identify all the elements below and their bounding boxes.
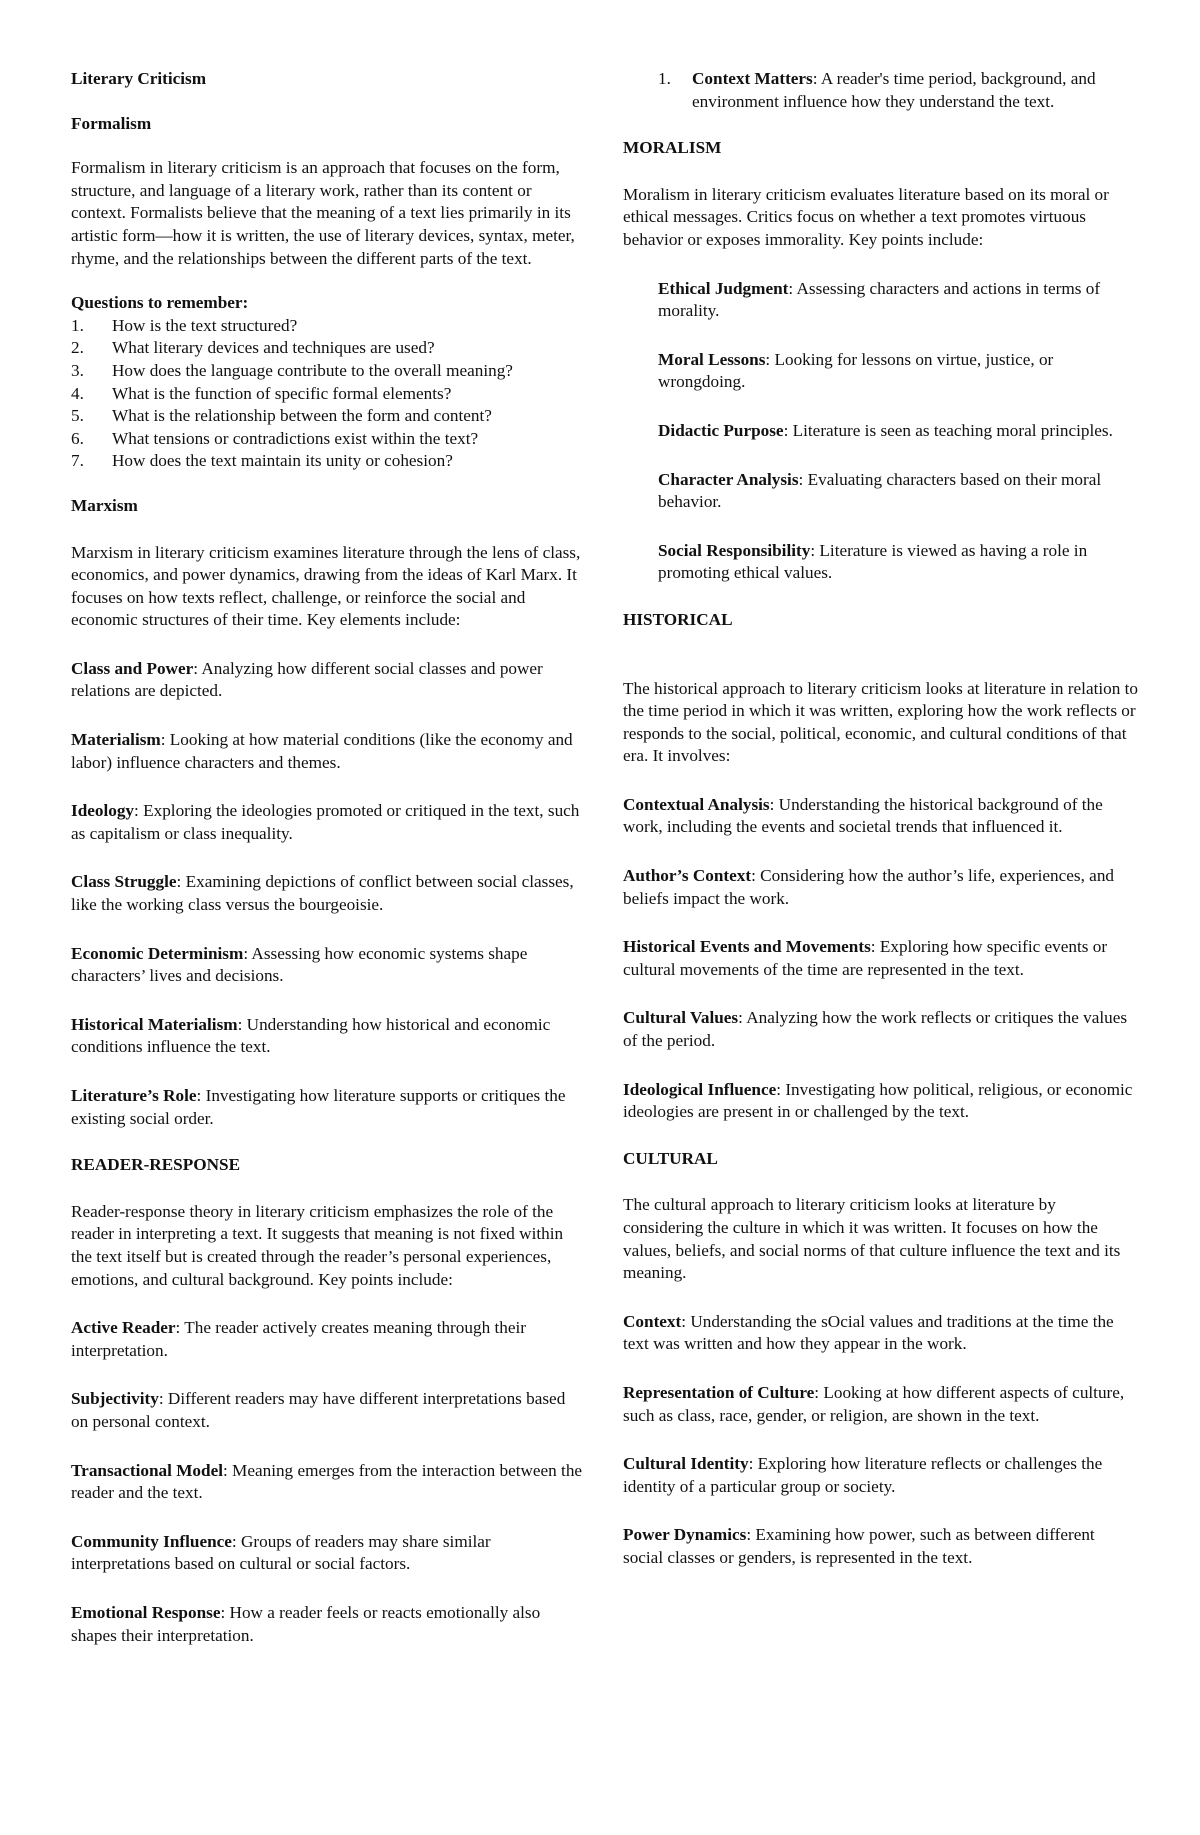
- reader-response-items: [71, 1317, 586, 1647]
- list-item: [71, 450, 586, 473]
- item-term: Moral Lessons: [658, 349, 766, 369]
- item-term: Context Matters: [692, 69, 813, 88]
- item-term: Emotional Response: [71, 1602, 221, 1622]
- list-item: [71, 405, 586, 428]
- list-item: [71, 1460, 586, 1505]
- list-number: 6.: [71, 428, 84, 448]
- item-term: Literature’s Role: [71, 1086, 197, 1105]
- list-item: [71, 1014, 586, 1059]
- list-item: [623, 865, 1138, 910]
- list-item: [623, 1079, 1138, 1124]
- list-item: [658, 68, 1138, 113]
- item-desc: : Investigating how political, religious, or economic ideologies are present in or challenged by the text.: [623, 1079, 1133, 1122]
- item-term: Cultural Values: [623, 1008, 739, 1028]
- item-desc: : Understanding the sOcial values and traditions at the time the text was written and how they appear in the work.: [623, 1311, 1114, 1354]
- reader-response-body: Reader-response theory in literary criticism emphasizes the role of the reader in interpreting a text. It suggests that meaning is not fixed within the text itself but is created through the reader’s personal experiences, emotions, and cultural background. Key points include:: [71, 1201, 564, 1289]
- item-desc: : Different readers may have different interpretations based on personal context.: [71, 1389, 566, 1431]
- formalism-body: Formalism in literary criticism is an approach that focuses on the form, structure, and language of a literary work, rather than its content or context. Formalists believe that the meaning of a text lies primarily in its artistic form—how it is written, the use of literary devices, syntax, meter, rhyme, and the relationships between the different parts of the text.: [71, 158, 575, 268]
- item-desc: : Analyzing how the work reflects or critiques the values of the period.: [623, 1008, 1128, 1051]
- item-term: Class Struggle: [71, 872, 177, 892]
- list-text: How does the text maintain its unity or cohesion?: [112, 451, 453, 471]
- item-term: Didactic Purpose: [658, 420, 784, 440]
- list-item: [658, 349, 1138, 394]
- list-item: [71, 871, 586, 916]
- item-term: Historical Events and Movements: [623, 937, 871, 957]
- item-term: Context: [623, 1311, 682, 1331]
- list-item: [623, 1453, 1138, 1498]
- list-item: [623, 794, 1138, 839]
- historical-items: [623, 794, 1138, 1124]
- list-number: 7.: [71, 451, 84, 471]
- item-desc: : Exploring the ideologies promoted or critiqued in the text, such as capitalism or class inequality.: [71, 801, 580, 843]
- list-item: [623, 1382, 1138, 1427]
- list-item: [71, 1531, 586, 1576]
- list-item: [71, 360, 586, 383]
- item-desc: : How a reader feels or reacts emotionally also shapes their interpretation.: [71, 1602, 541, 1645]
- list-text: What is the relationship between the form and content?: [112, 406, 492, 426]
- reader-response-heading: READER-RESPONSE: [71, 1155, 241, 1175]
- formalism-heading: Formalism: [71, 113, 152, 133]
- list-item: [71, 729, 586, 774]
- moralism-heading: MORALISM: [623, 138, 722, 158]
- list-text: How is the text structured?: [112, 315, 298, 335]
- moralism-items: [623, 278, 1138, 585]
- document-title: Literary Criticism: [71, 69, 207, 88]
- item-desc: : Understanding how historical and economic conditions influence the text.: [71, 1014, 551, 1057]
- list-text: What is the function of specific formal elements?: [112, 383, 452, 403]
- list-item: [71, 1085, 586, 1130]
- cultural-heading: CULTURAL: [623, 1148, 718, 1168]
- item-term: Power Dynamics: [623, 1525, 747, 1545]
- item-term: Author’s Context: [623, 866, 752, 886]
- item-desc: : Looking at how different aspects of culture, such as class, race, gender, or religion, are shown in the text.: [623, 1382, 1125, 1425]
- item-desc: : Examining depictions of conflict between social classes, like the working class versus the bourgeoisie.: [71, 872, 574, 915]
- item-desc: : A reader's time period, background, and environment influence how they understand the text.: [692, 69, 1096, 111]
- left-column: [71, 68, 586, 1647]
- historical-heading: HISTORICAL: [623, 609, 733, 629]
- item-desc: : Investigating how literature supports or critiques the existing social order.: [71, 1086, 566, 1128]
- item-desc: : Literature is seen as teaching moral principles.: [783, 420, 1113, 440]
- list-number: 4.: [71, 383, 84, 403]
- list-item: [658, 469, 1138, 514]
- marxism-body: Marxism in literary criticism examines literature through the lens of class, economics, and power dynamics, drawing from the ideas of Karl Marx. It focuses on how texts reflect, challenge, or reinforce the social and economic structures of their time. Key elements include:: [71, 542, 581, 630]
- list-number: 2.: [71, 338, 84, 358]
- cultural-body: The cultural approach to literary criticism looks at literature by considering the culture in which it was written. It focuses on how the values, beliefs, and social norms of that culture influence the text and its meaning.: [623, 1195, 1121, 1283]
- item-term: Economic Determinism: [71, 943, 244, 963]
- list-item: [658, 278, 1138, 323]
- list-item: [658, 420, 1138, 443]
- item-term: Subjectivity: [71, 1389, 159, 1409]
- list-number: 1.: [658, 69, 671, 88]
- context-list: [623, 68, 1138, 113]
- right-column: [623, 68, 1138, 1570]
- list-item: [71, 943, 586, 988]
- item-term: Transactional Model: [71, 1460, 223, 1480]
- list-item: [71, 1317, 586, 1362]
- item-desc: : Assessing characters and actions in terms of morality.: [658, 278, 1101, 321]
- list-text: How does the language contribute to the overall meaning?: [112, 360, 513, 380]
- item-desc: : Considering how the author’s life, experiences, and beliefs impact the work.: [623, 866, 1115, 908]
- item-desc: : Examining how power, such as between different social classes or genders, is represented in the text.: [623, 1525, 1095, 1567]
- item-desc: : Assessing how economic systems shape characters’ lives and decisions.: [71, 943, 528, 986]
- list-item: [71, 1388, 586, 1433]
- list-item: [71, 337, 586, 360]
- list-item: [71, 383, 586, 406]
- item-desc: : Literature is viewed as having a role in promoting ethical values.: [658, 540, 1088, 583]
- item-desc: : Analyzing how different social classes and power relations are depicted.: [71, 658, 543, 701]
- historical-body: The historical approach to literary criticism looks at literature in relation to the time period in which it was written, exploring how the work reflects or responds to the social, political, economic, and cultural conditions of that era. It involves:: [623, 678, 1138, 766]
- list-text: What literary devices and techniques are used?: [112, 338, 435, 358]
- item-desc: : Understanding the historical background of the work, including the events and societal trends that influenced it.: [623, 794, 1103, 837]
- list-item: [71, 658, 586, 703]
- item-term: Social Responsibility: [658, 540, 811, 560]
- questions-list: [71, 315, 586, 473]
- list-number: 5.: [71, 406, 84, 426]
- list-item: [71, 428, 586, 451]
- item-term: Community Influence: [71, 1531, 232, 1551]
- list-number: 1.: [71, 315, 84, 335]
- marxism-items: [71, 658, 586, 1130]
- item-term: Ideological Influence: [623, 1079, 777, 1099]
- item-term: Contextual Analysis: [623, 794, 770, 814]
- item-term: Representation of Culture: [623, 1382, 815, 1402]
- item-term: Ethical Judgment: [658, 278, 789, 298]
- moralism-body: Moralism in literary criticism evaluates literature based on its moral or ethical messages. Critics focus on whether a text promotes virtuous behavior or exposes immorality. Key points include:: [623, 184, 1109, 249]
- item-desc: : Exploring how literature reflects or challenges the identity of a particular group or society.: [623, 1454, 1103, 1496]
- list-text: What tensions or contradictions exist within the text?: [112, 428, 479, 448]
- item-term: Ideology: [71, 801, 135, 821]
- list-item: [658, 540, 1138, 585]
- item-desc: : The reader actively creates meaning through their interpretation.: [71, 1318, 526, 1360]
- item-term: Cultural Identity: [623, 1454, 749, 1474]
- item-term: Character Analysis: [658, 469, 799, 489]
- list-item: [71, 315, 586, 338]
- questions-heading: Questions to remember:: [71, 293, 249, 313]
- list-item: [623, 1007, 1138, 1052]
- item-term: Materialism: [71, 730, 161, 750]
- item-desc: : Looking for lessons on virtue, justice, or wrongdoing.: [658, 349, 1054, 392]
- list-item: [71, 1602, 586, 1647]
- marxism-heading: Marxism: [71, 495, 138, 515]
- cultural-items: [623, 1311, 1138, 1570]
- item-term: Historical Materialism: [71, 1014, 238, 1034]
- item-desc: : Meaning emerges from the interaction between the reader and the text.: [71, 1460, 583, 1503]
- item-desc: : Exploring how specific events or cultural movements of the time are represented in the text.: [623, 937, 1108, 979]
- list-item: [623, 1524, 1138, 1569]
- item-term: Active Reader: [71, 1318, 176, 1338]
- item-desc: : Looking at how material conditions (like the economy and labor) influence characters and themes.: [71, 730, 573, 772]
- list-item: [71, 800, 586, 845]
- list-item: [623, 1311, 1138, 1356]
- item-desc: : Groups of readers may share similar interpretations based on cultural or social factors.: [71, 1531, 491, 1574]
- item-desc: : Evaluating characters based on their moral behavior.: [658, 469, 1102, 512]
- list-number: 3.: [71, 360, 84, 380]
- item-term: Class and Power: [71, 658, 194, 678]
- list-item: [623, 936, 1138, 981]
